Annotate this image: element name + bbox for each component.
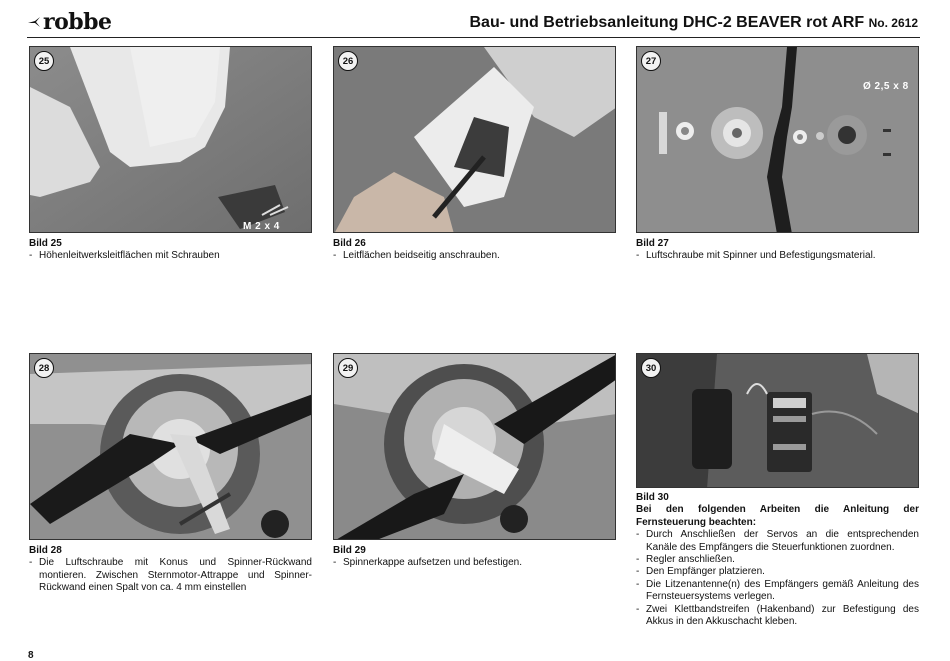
figure-badge: 28: [34, 358, 54, 378]
caption-title: Bild 28: [29, 545, 62, 556]
figure-badge: 26: [338, 51, 358, 71]
caption-title: Bild 29: [333, 545, 366, 556]
photo-27: [636, 46, 919, 233]
header-rule: [27, 37, 920, 38]
brand-logo: [27, 10, 112, 34]
caption-item: - Den Empfänger platzieren.: [636, 566, 765, 578]
caption-27: [636, 238, 919, 263]
manual-title: Bau- und Betriebsanleitung DHC-2 BEAVER rot ARF: [469, 14, 865, 31]
figure-badge: 29: [338, 358, 358, 378]
figure-badge: 30: [641, 358, 661, 378]
photo-25: [29, 46, 312, 233]
logo-text: robbe: [43, 9, 112, 35]
figure-badge: 25: [34, 51, 54, 71]
screw-size-label: Ø 2,5 x 8: [863, 81, 909, 92]
caption-title: Bild 27: [636, 238, 669, 249]
caption-26: [333, 238, 616, 263]
caption-29: [333, 545, 616, 570]
caption-item: - Die Luftschraube mit Konus und Spinner-Rückwand montieren. Zwischen Sternmotor-Attrappe und Spinner-Rückwand einen Spalt von ca. 4 mm einstellen: [29, 557, 312, 594]
caption-item: - Durch Anschließen der Servos an die entsprechenden Kanäle des Empfängers die Steuerfunktionen zuordnen.: [636, 529, 919, 553]
caption-item: - Spinnerkappe aufsetzen und befestigen.: [333, 557, 523, 569]
propeller-logo-icon: [27, 15, 41, 29]
caption-30: [636, 492, 919, 628]
photo-30: [636, 353, 919, 488]
caption-title: Bild 26: [333, 238, 366, 249]
caption-28: [29, 545, 312, 595]
caption-item: - Leitflächen beidseitig anschrauben.: [333, 250, 500, 262]
page-number: 8: [28, 650, 34, 661]
photo-29: [333, 353, 616, 540]
figure-badge: 27: [641, 51, 661, 71]
caption-item: - Höhenleitwerksleitflächen mit Schrauben: [29, 250, 220, 262]
caption-item: - Zwei Klettbandstreifen (Hakenband) zur Befestigung des Akkus in den Akkuschacht kleben.: [636, 603, 919, 628]
caption-item: - Die Litzenantenne(n) des Empfängers gemäß Anleitung des Fernsteuersystems verlegen.: [636, 578, 919, 603]
product-number: No. 2612: [868, 16, 918, 30]
caption-note: Bei den folgenden Arbeiten die Anleitung der Fernsteuerung beachten:: [636, 504, 919, 528]
caption-title: Bild 30: [636, 492, 669, 503]
caption-25: [29, 238, 312, 263]
caption-item: - Regler anschließen.: [636, 554, 735, 566]
caption-title: Bild 25: [29, 238, 62, 249]
photo-28: [29, 353, 312, 540]
page-title: [470, 14, 919, 32]
photo-26: [333, 46, 616, 233]
screw-size-label: M 2 x 4: [243, 221, 280, 232]
caption-item: - Luftschraube mit Spinner und Befestigungsmaterial.: [636, 250, 876, 262]
